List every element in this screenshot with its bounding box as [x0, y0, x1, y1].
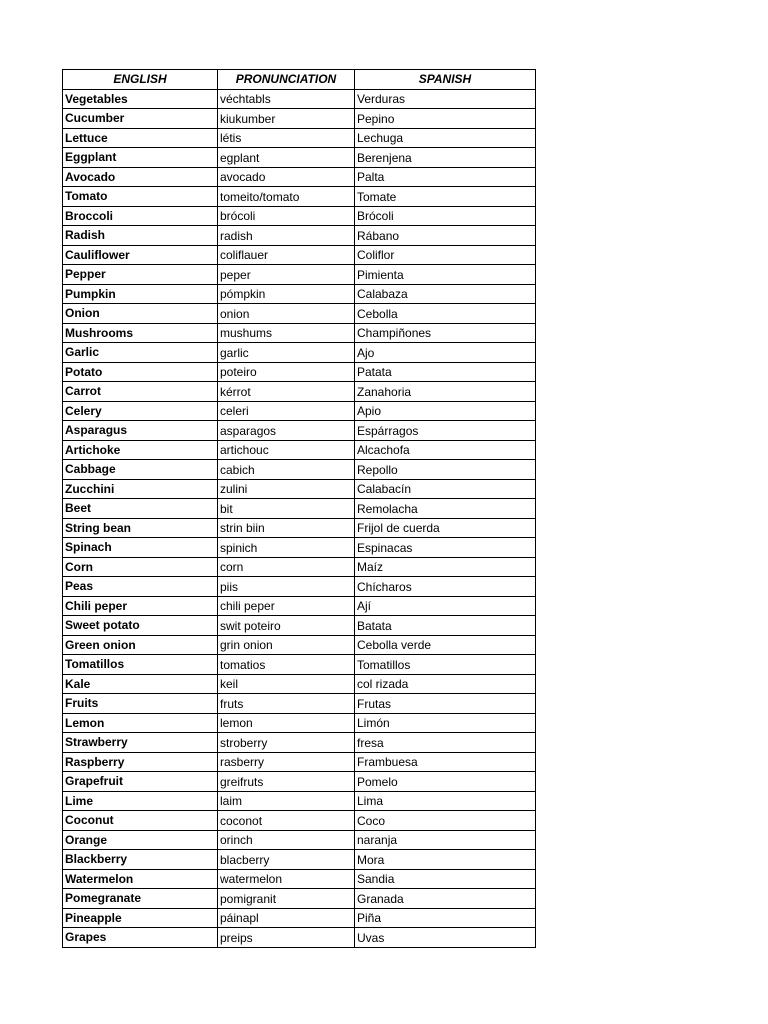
english-cell: Watermelon	[63, 869, 218, 889]
pronunciation-cell: asparagos	[218, 421, 355, 441]
table-row	[63, 674, 536, 694]
spanish-cell: Espárragos	[355, 421, 536, 441]
pronunciation-cell: watermelon	[218, 869, 355, 889]
table-row	[63, 245, 536, 265]
pronunciation-cell: lemon	[218, 713, 355, 733]
table-row	[63, 908, 536, 928]
english-cell: Raspberry	[63, 752, 218, 772]
spanish-cell: Frijol de cuerda	[355, 518, 536, 538]
pronunciation-cell: preips	[218, 928, 355, 948]
table-row	[63, 733, 536, 753]
spanish-cell: col rizada	[355, 674, 536, 694]
column-header-pronunciation: PRONUNCIATION	[218, 70, 355, 90]
spanish-cell: Alcachofa	[355, 440, 536, 460]
spanish-cell: Limón	[355, 713, 536, 733]
table-row	[63, 323, 536, 343]
table-row	[63, 655, 536, 675]
english-cell: Cucumber	[63, 109, 218, 129]
table-row	[63, 616, 536, 636]
english-cell: Pomegranate	[63, 889, 218, 909]
pronunciation-cell: keil	[218, 674, 355, 694]
spanish-cell: Granada	[355, 889, 536, 909]
table-row	[63, 167, 536, 187]
english-cell: Vegetables	[63, 89, 218, 109]
table-row	[63, 635, 536, 655]
spanish-cell: Tomatillos	[355, 655, 536, 675]
table-row	[63, 538, 536, 558]
pronunciation-cell: pómpkin	[218, 284, 355, 304]
english-cell: Coconut	[63, 811, 218, 831]
english-cell: Orange	[63, 830, 218, 850]
spanish-cell: Cebolla	[355, 304, 536, 324]
spanish-cell: fresa	[355, 733, 536, 753]
english-cell: Mushrooms	[63, 323, 218, 343]
spanish-cell: Mora	[355, 850, 536, 870]
english-cell: Pepper	[63, 265, 218, 285]
pronunciation-cell: onion	[218, 304, 355, 324]
table-row	[63, 440, 536, 460]
table-row	[63, 811, 536, 831]
table-row	[63, 226, 536, 246]
spanish-cell: Verduras	[355, 89, 536, 109]
pronunciation-cell: pomigranit	[218, 889, 355, 909]
pronunciation-cell: laim	[218, 791, 355, 811]
table-body	[63, 89, 536, 947]
column-header-spanish: SPANISH	[355, 70, 536, 90]
english-cell: Radish	[63, 226, 218, 246]
pronunciation-cell: kérrot	[218, 382, 355, 402]
pronunciation-cell: greifruts	[218, 772, 355, 792]
spanish-cell: Ají	[355, 596, 536, 616]
table-row	[63, 557, 536, 577]
spanish-cell: Batata	[355, 616, 536, 636]
english-cell: Blackberry	[63, 850, 218, 870]
pronunciation-cell: stroberry	[218, 733, 355, 753]
pronunciation-cell: tomeito/tomato	[218, 187, 355, 207]
english-cell: Sweet potato	[63, 616, 218, 636]
spanish-cell: Pomelo	[355, 772, 536, 792]
spanish-cell: Chícharos	[355, 577, 536, 597]
spanish-cell: Tomate	[355, 187, 536, 207]
english-cell: Onion	[63, 304, 218, 324]
english-cell: Green onion	[63, 635, 218, 655]
english-cell: Celery	[63, 401, 218, 421]
pronunciation-cell: avocado	[218, 167, 355, 187]
pronunciation-cell: piis	[218, 577, 355, 597]
pronunciation-cell: swit poteiro	[218, 616, 355, 636]
pronunciation-cell: páinapl	[218, 908, 355, 928]
pronunciation-cell: bit	[218, 499, 355, 519]
pronunciation-cell: fruts	[218, 694, 355, 714]
table-row	[63, 850, 536, 870]
pronunciation-cell: blacberry	[218, 850, 355, 870]
table-row	[63, 109, 536, 129]
table-row	[63, 791, 536, 811]
pronunciation-cell: kiukumber	[218, 109, 355, 129]
english-cell: Grapes	[63, 928, 218, 948]
spanish-cell: Pepino	[355, 109, 536, 129]
english-cell: Pumpkin	[63, 284, 218, 304]
english-cell: Asparagus	[63, 421, 218, 441]
pronunciation-cell: brócoli	[218, 206, 355, 226]
english-cell: Lemon	[63, 713, 218, 733]
english-cell: Potato	[63, 362, 218, 382]
spanish-cell: Cebolla verde	[355, 635, 536, 655]
spanish-cell: Calabaza	[355, 284, 536, 304]
spanish-cell: naranja	[355, 830, 536, 850]
english-cell: Cauliflower	[63, 245, 218, 265]
spanish-cell: Brócoli	[355, 206, 536, 226]
pronunciation-cell: tomatios	[218, 655, 355, 675]
pronunciation-cell: celeri	[218, 401, 355, 421]
table-row	[63, 362, 536, 382]
english-cell: Carrot	[63, 382, 218, 402]
pronunciation-cell: peper	[218, 265, 355, 285]
pronunciation-cell: radish	[218, 226, 355, 246]
spanish-cell: Uvas	[355, 928, 536, 948]
spanish-cell: Ajo	[355, 343, 536, 363]
english-cell: Beet	[63, 499, 218, 519]
pronunciation-cell: artichouc	[218, 440, 355, 460]
pronunciation-cell: grin onion	[218, 635, 355, 655]
english-cell: Corn	[63, 557, 218, 577]
spanish-cell: Maíz	[355, 557, 536, 577]
pronunciation-cell: egplant	[218, 148, 355, 168]
pronunciation-cell: coliflauer	[218, 245, 355, 265]
table-row	[63, 694, 536, 714]
spanish-cell: Patata	[355, 362, 536, 382]
spanish-cell: Champiñones	[355, 323, 536, 343]
pronunciation-cell: poteiro	[218, 362, 355, 382]
english-cell: Kale	[63, 674, 218, 694]
spanish-cell: Coliflor	[355, 245, 536, 265]
table-row	[63, 928, 536, 948]
table-row	[63, 460, 536, 480]
spanish-cell: Remolacha	[355, 499, 536, 519]
pronunciation-cell: garlic	[218, 343, 355, 363]
english-cell: Broccoli	[63, 206, 218, 226]
english-cell: Avocado	[63, 167, 218, 187]
table-row	[63, 889, 536, 909]
table-row	[63, 148, 536, 168]
english-cell: String bean	[63, 518, 218, 538]
english-cell: Fruits	[63, 694, 218, 714]
english-cell: Zucchini	[63, 479, 218, 499]
vocabulary-table	[62, 69, 536, 948]
spanish-cell: Zanahoria	[355, 382, 536, 402]
pronunciation-cell: corn	[218, 557, 355, 577]
english-cell: Grapefruit	[63, 772, 218, 792]
table-row	[63, 89, 536, 109]
table-row	[63, 577, 536, 597]
spanish-cell: Coco	[355, 811, 536, 831]
table-row	[63, 830, 536, 850]
table-row	[63, 713, 536, 733]
pronunciation-cell: létis	[218, 128, 355, 148]
english-cell: Cabbage	[63, 460, 218, 480]
table-row	[63, 499, 536, 519]
table-row	[63, 772, 536, 792]
spanish-cell: Apio	[355, 401, 536, 421]
table-row	[63, 187, 536, 207]
spanish-cell: Lechuga	[355, 128, 536, 148]
spanish-cell: Sandia	[355, 869, 536, 889]
english-cell: Garlic	[63, 343, 218, 363]
table-row	[63, 518, 536, 538]
english-cell: Artichoke	[63, 440, 218, 460]
pronunciation-cell: zulini	[218, 479, 355, 499]
table-row	[63, 206, 536, 226]
pronunciation-cell: rasberry	[218, 752, 355, 772]
table-row	[63, 752, 536, 772]
english-cell: Tomato	[63, 187, 218, 207]
english-cell: Chili peper	[63, 596, 218, 616]
table-header-row	[63, 70, 536, 90]
pronunciation-cell: spinich	[218, 538, 355, 558]
table-row	[63, 869, 536, 889]
table-row	[63, 284, 536, 304]
table-row	[63, 401, 536, 421]
spanish-cell: Frambuesa	[355, 752, 536, 772]
table-row	[63, 479, 536, 499]
table-row	[63, 382, 536, 402]
pronunciation-cell: coconot	[218, 811, 355, 831]
spanish-cell: Piña	[355, 908, 536, 928]
table-row	[63, 128, 536, 148]
english-cell: Peas	[63, 577, 218, 597]
table-row	[63, 265, 536, 285]
spanish-cell: Palta	[355, 167, 536, 187]
english-cell: Spinach	[63, 538, 218, 558]
english-cell: Eggplant	[63, 148, 218, 168]
spanish-cell: Espinacas	[355, 538, 536, 558]
english-cell: Strawberry	[63, 733, 218, 753]
english-cell: Lettuce	[63, 128, 218, 148]
spanish-cell: Pimienta	[355, 265, 536, 285]
table-row	[63, 343, 536, 363]
english-cell: Lime	[63, 791, 218, 811]
table-row	[63, 304, 536, 324]
spanish-cell: Frutas	[355, 694, 536, 714]
pronunciation-cell: orinch	[218, 830, 355, 850]
table-row	[63, 596, 536, 616]
spanish-cell: Berenjena	[355, 148, 536, 168]
spanish-cell: Calabacín	[355, 479, 536, 499]
english-cell: Tomatillos	[63, 655, 218, 675]
pronunciation-cell: strin biin	[218, 518, 355, 538]
spanish-cell: Rábano	[355, 226, 536, 246]
spanish-cell: Lima	[355, 791, 536, 811]
pronunciation-cell: chili peper	[218, 596, 355, 616]
pronunciation-cell: cabich	[218, 460, 355, 480]
column-header-english: ENGLISH	[63, 70, 218, 90]
pronunciation-cell: mushums	[218, 323, 355, 343]
spanish-cell: Repollo	[355, 460, 536, 480]
pronunciation-cell: véchtabls	[218, 89, 355, 109]
english-cell: Pineapple	[63, 908, 218, 928]
table-row	[63, 421, 536, 441]
